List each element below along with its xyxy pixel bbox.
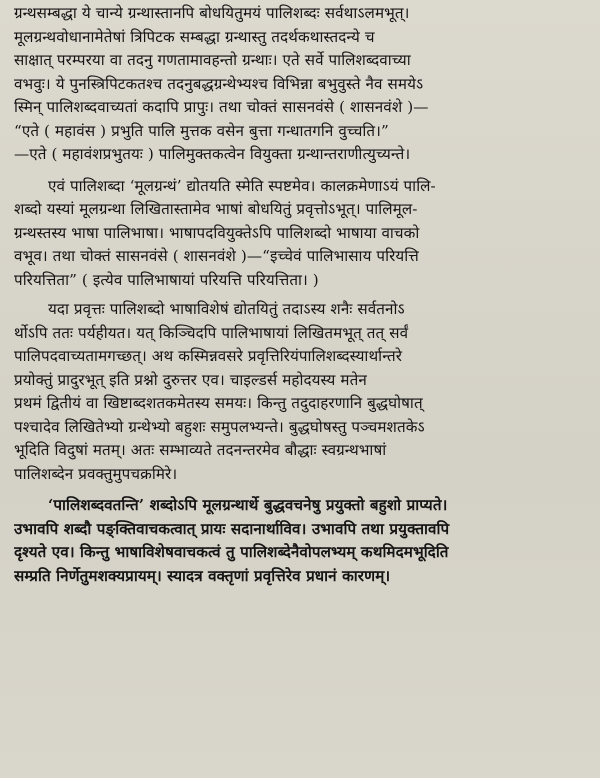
text-line: ग्रन्थस्तस्य भाषा पालिभाषा। भाषापदवियुक्तेऽपि पालिशब्दो भाषाया वाचको bbox=[14, 223, 420, 242]
paragraph-3 bbox=[14, 298, 590, 486]
paragraph-4 bbox=[14, 494, 590, 588]
text-line: मूलग्रन्थवोधानामेतेषां त्रिपिटक सम्बद्धा ग्रन्थास्तु तदर्थकथास्तदन्ये च bbox=[14, 27, 375, 46]
text-line: —एते ( महावंशप्रभुतयः ) पालिमुक्तकत्वेन वियुक्ता ग्रन्थान्तराणीत्युच्यन्ते। bbox=[14, 145, 411, 163]
text-line: उभावपि शब्दौ पङ्क्तिवाचकत्वात् प्रायः सदानार्थाविव। उभावपि तथा प्रयुक्तावपि bbox=[14, 519, 450, 538]
text-line: सम्प्रति निर्णेतुमशक्यप्रायम्। स्यादत्र वक्तृणां प्रवृत्तिरेव प्रधानं कारणम्। bbox=[14, 566, 391, 585]
text-line: भूदिति विदुषां मतम्। अतः सम्भाव्यते तदनन्तरमेव बौद्धाः स्वग्रन्थभाषां bbox=[14, 441, 387, 459]
text-line: पश्चादेव लिखितेभ्यो ग्रन्थेभ्यो बहुशः समुपलभ्यन्ते। बुद्धघोषस्तु पञ्चमशतकेऽ bbox=[14, 417, 425, 436]
text-line: ‘पालिशब्दवतन्ति’ शब्दोऽपि मूलग्रन्थार्थे बुद्धवचनेषु प्रयुक्तो बहुशो प्राप्यते। bbox=[48, 496, 448, 514]
text-line: प्रयोक्तुं प्रादुरभूत् इति प्रश्नो दुरुत्तर एव। चाइल्डर्स महोदयस्य मतेन bbox=[14, 370, 367, 389]
text-line: पालिपदवाच्यतामगच्छत्। अथ कस्मिन्नवसरे प्रवृत्तिरियंपालिशब्दस्यार्थान्तरे bbox=[14, 347, 403, 365]
text-line: वभवुः। ये पुनस्त्रिपिटकतश्च तदनुबद्धग्रन्थेभ्यश्च विभिन्ना बभुवुस्ते नैव समयेऽ bbox=[14, 74, 424, 93]
text-line: शब्दो यस्यां मूलग्रन्था लिखितास्तामेव भाषां बोधयितुं प्रवृत्तोऽभूत्। पालिमूल- bbox=[14, 200, 418, 218]
text-line: ग्रन्थसम्बद्धा ये चान्ये ग्रन्थास्तानपि बोधयितुमयं पालिशब्दः सर्वथाऽलमभूत्। bbox=[14, 4, 410, 22]
text-line: यदा प्रवृत्तः पालिशब्दो भाषाविशेषं द्योतयितुं तदाऽस्य शनैः सर्वतनोऽ bbox=[48, 300, 405, 318]
text-line: पालिशब्देन प्रवक्तुमुपचक्रमिरे। bbox=[14, 464, 178, 483]
text-line: परियत्तिता” ( इत्येव पालिभाषायां परियत्ति परियत्तिता। ) bbox=[14, 270, 319, 289]
text-line: स्मिन् पालिशब्दवाच्यतां कदापि प्रापुः। तथा चोक्तं सासनवंसे ( शासनवंशे )— bbox=[14, 98, 429, 116]
text-line: र्थोऽपि ततः पर्यहीयत। यत् किञ्चिदपि पालिभाषायां लिखितमभूत् तत् सर्वं bbox=[14, 323, 409, 342]
paragraph-1 bbox=[14, 2, 590, 167]
text-line: प्रथमं द्वितीयं वा खिष्टाब्दशतकमेतस्य समयः। किन्तु तदुदाहरणानि बुद्धघोषात् bbox=[14, 394, 423, 412]
text-line: “एते ( महावंस ) प्रभुति पालि मुत्तक वसेन बुत्ता गन्धातगनि वुच्चति।” bbox=[14, 121, 389, 140]
text-line: दृश्यते एव। किन्तु भाषाविशेषवाचकत्वं तु पालिशब्देनैवोपलभ्यम् कथमिदमभूदिति bbox=[14, 543, 449, 561]
text-line: साक्षात् परम्परया वा तदनु गणतामावहन्तो ग्रन्थाः। एते सर्वे पालिशब्दवाच्या bbox=[14, 51, 411, 69]
text-line: वभूव। तथा चोक्तं सासनवंसे ( शासनवंशे )—“इच्चेवं पालिभासाय परियत्ति bbox=[14, 247, 419, 265]
paragraph-2 bbox=[14, 175, 590, 293]
text-line: एवं पालिशब्दा ‘मूलग्रन्थं’ द्योतयति स्मेति स्पष्टमेव। कालक्रमेणाऽयं पालि- bbox=[48, 176, 436, 195]
